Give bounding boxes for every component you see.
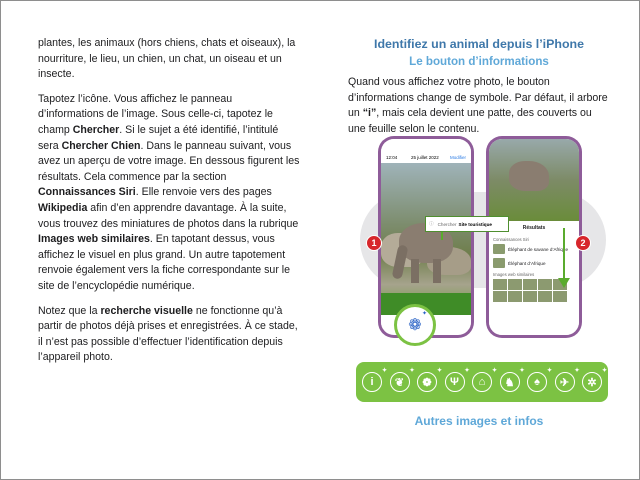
- body-text-c: , mais cela devient une patte, des couverts ou une feuille selon le contenu.: [348, 107, 592, 135]
- phones-illustration: [354, 132, 610, 344]
- p3-text-c: ne fonctionne qu’à partir de photos déjà prises et enregistrées. À ce stade, il n’est pas possible d’effectuer l’identification depuis l’appareil photo.: [38, 304, 298, 364]
- dog-icon: ♞ ✦: [500, 372, 520, 392]
- section-subtitle: Le bouton d’informations: [409, 55, 549, 68]
- bird-icon: ✈ ✦: [555, 372, 575, 392]
- p2-text-c: . Si le sujet a été identifié, l’intitulé sera: [38, 123, 279, 152]
- landmark-icon: ⌂ ✦: [472, 372, 492, 392]
- edit-button[interactable]: Modifier: [449, 155, 466, 160]
- paragraph-2: [38, 92, 300, 295]
- more-images-link[interactable]: Autres images et infos: [414, 414, 544, 428]
- right-column: [348, 36, 610, 137]
- step-marker-1: 1: [366, 235, 382, 251]
- phone-time: 12:04: [386, 155, 398, 160]
- p2-bold-siri: Connaissances Siri: [38, 186, 136, 199]
- p2-bold-wikipedia: Wikipedia: [38, 201, 88, 214]
- siri-section: Connaissances Siri: [493, 237, 529, 242]
- bug-icon: ✲ ✦: [582, 372, 602, 392]
- sparkle-icon: ✦: [421, 311, 427, 317]
- search-field-callout[interactable]: [425, 216, 509, 232]
- connector-arrows: [354, 132, 610, 344]
- p2-bold-chercher: Chercher: [72, 123, 120, 136]
- photo-date: 25 juillet 2022: [411, 155, 439, 160]
- callout-value: Site touristique: [458, 221, 492, 227]
- p2-text-g: . Elle renvoie vers des pages: [135, 186, 272, 199]
- paw-info-button[interactable]: [394, 304, 436, 346]
- p2-text-e: . Dans le panneau suivant, vous avez un aperçu de votre image. En dessous figurent les résultats. Cela commence par la section: [38, 139, 300, 183]
- body-text-a: Quand vous affichez votre photo, le bouton d’informations change de symbole. Par défaut, il arbore un: [348, 76, 608, 120]
- step-marker-2: 2: [575, 235, 591, 251]
- cutlery-icon: Ψ ✦: [445, 372, 465, 392]
- info-icons-row: [362, 368, 602, 396]
- web-images-section: Images web similaires: [493, 272, 535, 277]
- p3-bold-recherche: recherche visuelle: [100, 304, 193, 317]
- results-title: Résultats: [522, 225, 546, 231]
- info-icon: i ✦: [362, 372, 382, 392]
- body-bold-i: “i”: [362, 107, 377, 120]
- result-label: Éléphant d’Afrique: [508, 260, 546, 266]
- p2-bold-chercher-chien: Chercher Chien: [61, 139, 141, 152]
- leaf-icon: ❦ ✦: [390, 372, 410, 392]
- p2-text-a: Tapotez l’icône. Vous affichez le panneau d’informations de l’image. Sous celle-ci, tapotez le champ: [38, 92, 273, 136]
- arrowhead: [558, 278, 570, 288]
- paragraph-1-text: plantes, les animaux (hors chiens, chats et oiseaux), la nourriture, le lieu, un chien, un chat, un oiseau et un insecte.: [38, 37, 296, 81]
- section-title: Identifiez un animal depuis l’iPhone: [374, 37, 584, 51]
- p2-text-k: . En tapotant dessus, vous affichez le visuel en plus grand. Un autre tapotement renvoie également vers la fiche correspondante sur le site de l’encyclopédie numérique.: [38, 233, 291, 292]
- result-label: Éléphant de savane d’Afrique: [508, 246, 569, 252]
- section-body: [348, 75, 610, 137]
- paw-icon: ❁: [408, 317, 422, 334]
- left-column: [38, 36, 300, 375]
- info-icon: ⓘ: [429, 221, 434, 226]
- cat-icon: ♠ ✦: [527, 372, 547, 392]
- p3-text-a: Notez que la: [38, 304, 101, 317]
- p2-bold-images: Images web similaires: [38, 233, 150, 246]
- paw-icon: ❁ ✦: [417, 372, 437, 392]
- info-icons-bar: [356, 362, 608, 402]
- callout-label: Chercher: [437, 221, 457, 227]
- paragraph-3: [38, 304, 300, 366]
- paragraph-1: [38, 36, 300, 83]
- p2-text-i: afin d’en apprendre davantage. À la suite, vous trouvez des miniatures de photos dans la rubrique: [38, 201, 299, 230]
